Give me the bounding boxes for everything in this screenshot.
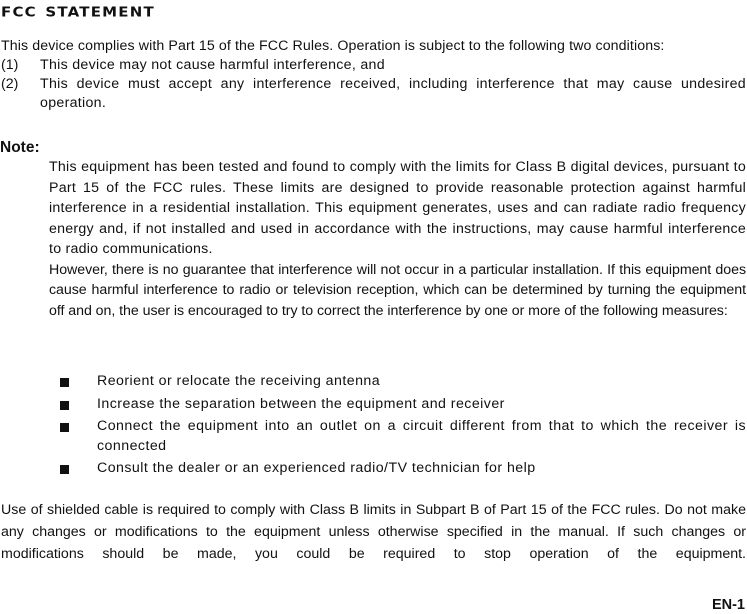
list-item bbox=[60, 395, 746, 415]
measure-text: Consult the dealer or an experienced radio/TV technician for help bbox=[97, 460, 536, 476]
measure-text: Connect the equipment into an outlet on a circuit different from that to which the receiver is connected bbox=[97, 418, 746, 454]
square-bullet-icon bbox=[60, 417, 97, 456]
condition-text: This device may not cause harmful interference, and bbox=[40, 57, 385, 73]
list-item bbox=[60, 417, 746, 456]
condition-item bbox=[1, 75, 746, 113]
page-number: EN-1 bbox=[711, 597, 745, 613]
measure-text: Increase the separation between the equipment and receiver bbox=[97, 395, 505, 412]
intro-text: This device complies with Part 15 of the FCC Rules. Operation is subject to the following two conditions: bbox=[1, 38, 665, 54]
condition-number: (2) bbox=[1, 76, 19, 92]
intro-section bbox=[1, 37, 746, 113]
condition-item bbox=[1, 56, 746, 75]
note-heading: Note: bbox=[0, 139, 40, 156]
note-paragraph: This equipment has been tested and found to comply with the limits for Class B digital devices, pursuant to Part 15 of the FCC rules. These limits are designed to provide reasonable protection against harmful interference in a residential installation. This equipment generates, uses and can radiate radio frequency energy and, if not installed and used in accordance with the instructions, may cause harmful interference to radio communications. bbox=[49, 159, 746, 257]
condition-text: This device must accept any interference received, including interference that may cause undesired operation. bbox=[40, 76, 746, 111]
list-item bbox=[60, 459, 746, 479]
condition-number: (1) bbox=[1, 57, 19, 73]
square-bullet-icon bbox=[60, 395, 97, 415]
note-body bbox=[49, 157, 746, 321]
square-bullet-icon bbox=[60, 459, 97, 479]
measures-list bbox=[60, 372, 746, 482]
footer-paragraph: Use of shielded cable is required to comply with Class B limits in Subpart B of Part 15 of the FCC rules. Do not make any changes or modifications to the equipment unless otherwise specified in the manual. If such changes or modifications should be made, you could be required to stop operation of the equipment. bbox=[1, 502, 746, 562]
note-paragraph: However, there is no guarantee that interference will not occur in a particular installation. If this equipment does cause harmful interference to radio or television reception, which can be determined by turning the equipment off and on, the user is encouraged to try to correct the interference by one or more of the following measures: bbox=[49, 261, 746, 319]
page-title: fcc statement bbox=[1, 0, 155, 21]
measure-text: Reorient or relocate the receiving antenna bbox=[97, 373, 381, 389]
square-bullet-icon bbox=[60, 372, 97, 392]
list-item bbox=[60, 372, 746, 392]
